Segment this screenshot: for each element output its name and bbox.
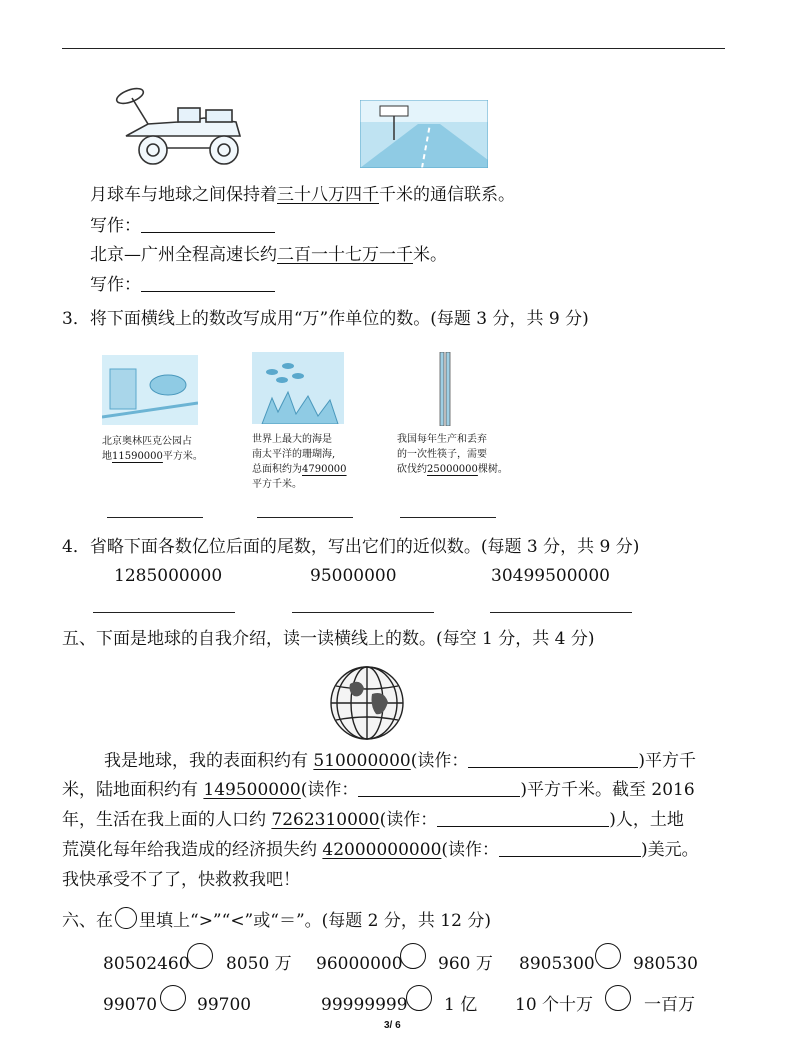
- q5-title: 五、下面是地球的自我介绍，读一读横线上的数。(每空 1 分，共 4 分): [62, 629, 595, 649]
- compare-left: 8905300: [519, 954, 595, 974]
- q5-line-4: 荒漠化每年给我造成的经济损失约 42000000000(读作： )美元。: [62, 840, 699, 860]
- compare-left: 96000000: [316, 954, 403, 974]
- answer-blank[interactable]: [437, 810, 609, 827]
- answer-blank[interactable]: [468, 751, 638, 768]
- highway-image: [360, 100, 488, 168]
- answer-line[interactable]: [400, 517, 496, 518]
- q4-number: 30499500000: [491, 566, 610, 586]
- q5-line-5: 我快承受不了了，快救救我吧！: [62, 870, 300, 890]
- answer-blank[interactable]: [141, 216, 275, 233]
- compare-left: 80502460: [103, 954, 190, 974]
- underlined-number: 二百一十七万一千: [277, 245, 413, 265]
- q5-line-3: 年，生活在我上面的人口约 7262310000(读作： )人，土地: [62, 810, 684, 830]
- answer-circle[interactable]: [605, 985, 631, 1011]
- q2-sentence-2: 北京—广州全程高速长约二百一十七万一千米。: [90, 245, 447, 265]
- underlined-number: 三十八万四千: [277, 185, 379, 205]
- q4-number: 1285000000: [114, 566, 223, 586]
- compare-left: 99070: [103, 995, 158, 1015]
- q3-card-2: 世界上最大的海是 南太平洋的珊瑚海, 总面积约为4790000 平方千米。: [252, 434, 347, 490]
- lunar-rover-image: [108, 78, 250, 170]
- compare-right: 1 亿: [444, 995, 478, 1015]
- answer-line[interactable]: [490, 612, 632, 613]
- compare-left: 10 个十万: [515, 995, 594, 1015]
- q6-title: 六、在 里填上“>”“<”或“＝”。(每题 2 分，共 12 分): [62, 907, 491, 932]
- compare-right: 99700: [197, 995, 252, 1015]
- answer-blank[interactable]: [358, 780, 520, 797]
- compare-right: 980530: [633, 954, 698, 974]
- q3-title: 3．将下面横线上的数改写成用“万”作单位的数。(每题 3 分，共 9 分): [62, 309, 589, 329]
- write-label-2: 写作：: [90, 274, 275, 296]
- globe-image: [326, 664, 408, 742]
- answer-blank[interactable]: [141, 275, 275, 292]
- q5-line-1: 我是地球，我的表面积约有 510000000(读作： )平方千: [104, 751, 697, 771]
- q3-card-3: 我国每年生产和丢弃 的一次性筷子，需要 砍伐约25000000棵树。: [397, 434, 508, 475]
- write-label-1: 写作：: [90, 215, 275, 237]
- answer-circle[interactable]: [187, 943, 213, 969]
- coral-sea-image: [252, 352, 344, 424]
- answer-circle[interactable]: [595, 943, 621, 969]
- answer-circle[interactable]: [160, 985, 186, 1011]
- compare-right: 8050 万: [226, 954, 292, 974]
- q5-line-2: 米，陆地面积约有 149500000(读作： )平方千米。截至 2016: [62, 780, 695, 800]
- answer-circle[interactable]: [406, 985, 432, 1011]
- q3-card-1: 北京奥林匹克公园占 地11590000平方米。: [102, 436, 203, 462]
- q2-sentence-1: 月球车与地球之间保持着三十八万四千千米的通信联系。: [90, 185, 515, 205]
- q4-number: 95000000: [310, 566, 397, 586]
- compare-left: 99999999: [321, 995, 408, 1015]
- header-rule: [62, 48, 725, 49]
- answer-blank[interactable]: [499, 840, 641, 857]
- circle-symbol-icon: [115, 907, 137, 929]
- answer-line[interactable]: [292, 612, 434, 613]
- answer-circle[interactable]: [400, 943, 426, 969]
- answer-line[interactable]: [257, 517, 353, 518]
- olympic-park-image: [102, 355, 198, 425]
- chopsticks-image: [438, 352, 452, 426]
- answer-line[interactable]: [107, 517, 203, 518]
- answer-line[interactable]: [93, 612, 235, 613]
- page-number: 3/ 6: [384, 1020, 401, 1031]
- compare-right: 960 万: [438, 954, 493, 974]
- compare-right: 一百万: [644, 995, 695, 1015]
- q4-title: 4．省略下面各数亿位后面的尾数，写出它们的近似数。(每题 3 分，共 9 分): [62, 537, 640, 557]
